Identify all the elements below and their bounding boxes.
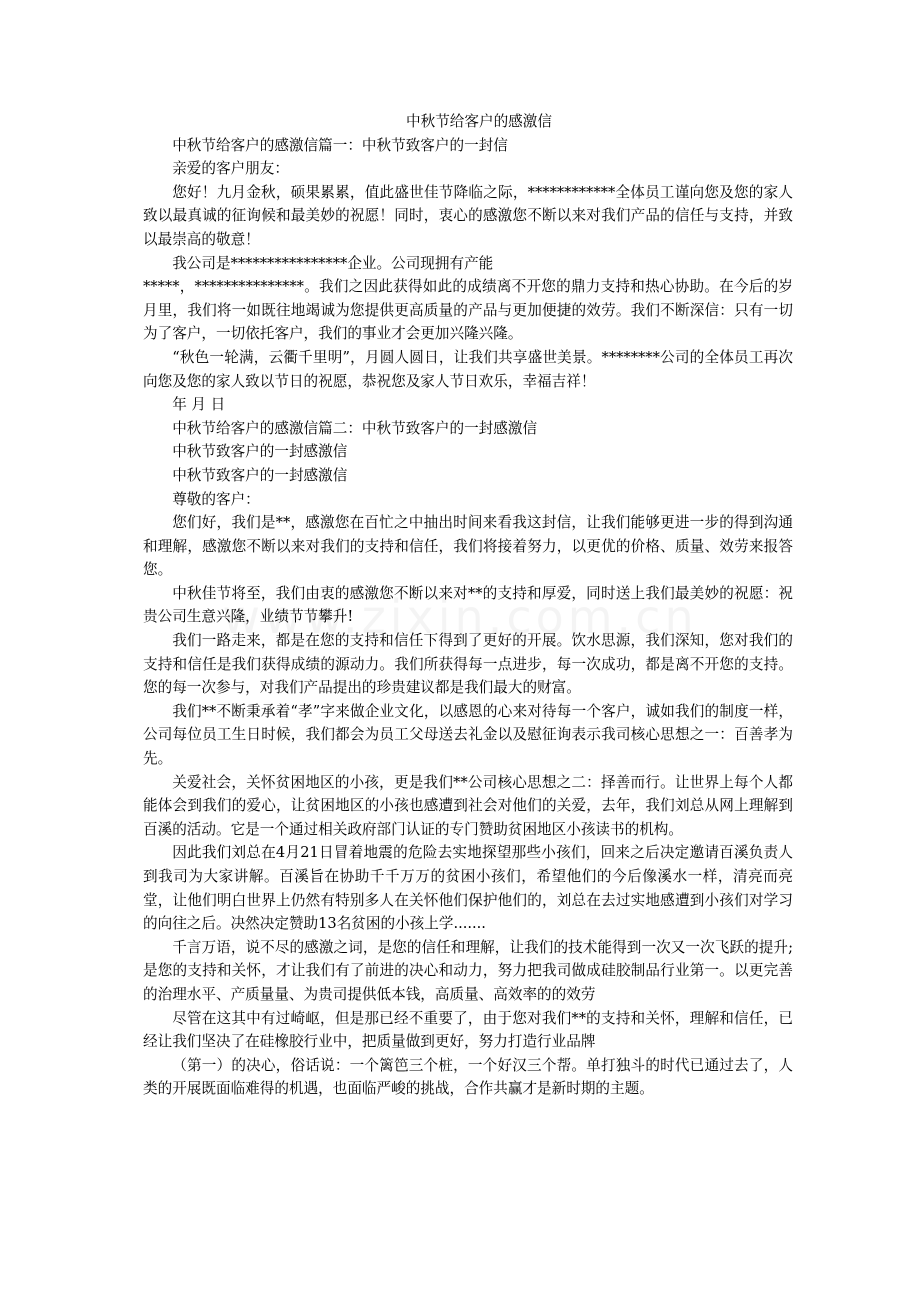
paragraph: 千言万语，说不尽的感激之词，是您的信任和理解，让我们的技术能得到一次又一次飞跃的提升; 是您的支持和关怀，才让我们有了前进的决心和动力，努力把我司做成硅胶制品行业第一。以更完善的治理水平、产质量量、为贵司提供低本钱，高质量、高效率的的效劳 <box>143 938 793 1003</box>
paragraph: 中秋节致客户的一封感激信 <box>172 466 348 484</box>
paragraph: 中秋节致客户的一封感激信 <box>172 443 348 461</box>
paragraph: “秋色一轮满，云衢千里明”，月圆人圆日，让我们共享盛世美景。********公司的全体员工再次向您及您的家人致以节日的祝愿，恭祝您及家人节日欢乐，幸福吉祥！ <box>143 348 793 390</box>
date-line: 年 月 日 <box>172 396 226 414</box>
document-body <box>143 110 793 1101</box>
document-title: 中秋节给客户的感激信 <box>406 113 552 130</box>
paragraph: *****，***************。我们之因此获得如此的成绩离不开您的鼎力支持和热心协助。在今后的岁月里，我们将一如既往地竭诚为您提供更高质量的产品与更加便捷的效劳。我们不断深信：只有一切为了客户，一切依托客户，我们的事业才会更加兴隆兴隆。 <box>143 278 793 343</box>
paragraph: 我公司是****************企业。公司现拥有产能 <box>172 254 494 272</box>
paragraph: （第一）的决心，俗话说：一个篱笆三个桩，一个好汉三个帮。单打独斗的时代已通过去了，人类的开展既面临难得的机遇，也面临严峻的挑战，合作共赢才是新时期的主题。 <box>143 1056 793 1098</box>
paragraph: 您好！九月金秋，硕果累累，值此盛世佳节降临之际，************全体员工谨向您及您的家人致以最真诚的征询候和最美妙的祝愿！同时，衷心的感激您不断以来对我们产品的信任与支持，并致以最崇高的敬意！ <box>143 183 793 248</box>
paragraph: 关爱社会，关怀贫困地区的小孩，更是我们**公司核心思想之二：择善而行。让世界上每个人都能体会到我们的爱心，让贫困地区的小孩也感遭到社会对他们的关爱，去年，我们刘总从网上理解到百溪的活动。它是一个通过相关政府部门认证的专门赞助贫困地区小孩读书的机构。 <box>143 773 793 838</box>
paragraph: 尊敬的客户： <box>172 490 260 508</box>
paragraph: 我们**不断秉承着“孝”字来做企业文化，以感恩的心来对待每一个客户，诚如我们的制度一样，公司每位员工生日时候，我们都会为员工父母送去礼金以及慰征询表示我司核心思想之一：百善孝为先。 <box>143 702 793 768</box>
paragraph: 我们一路走来，都是在您的支持和信任下得到了更好的开展。饮水思源，我们深知，您对我们的支持和信任是我们获得成绩的源动力。我们所获得每一点进步，每一次成功，都是离不开您的支持。您的每一次参与，对我们产品提出的珍贵建议都是我们最大的财富。 <box>143 632 793 697</box>
paragraph: 中秋节给客户的感激信篇一：中秋节致客户的一封信 <box>172 136 508 154</box>
paragraph: 中秋节给客户的感激信篇二：中秋节致客户的一封感激信 <box>172 419 538 437</box>
paragraph: 亲爱的客户朋友： <box>172 160 289 178</box>
paragraph: 因此我们刘总在4月21日冒着地震的危险去实地探望那些小孩们，回来之后决定邀请百溪负责人到我司为大家讲解。百溪旨在协助千千万万的贫困小孩们，希望他们的今后像溪水一样，清亮而亮堂，让他们明白世界上仍然有特别多人在关怀他们保护他们的，刘总在去过实地感遭到小孩们对学习的向往之后。决然决定赞助13名贫困的小孩上学....... <box>143 844 793 933</box>
paragraph: 您们好，我们是**，感激您在百忙之中抽出时间来看我这封信，让我们能够更进一步的得到沟通和理解，感激您不断以来对我们的支持和信任，我们将接着努力，以更优的价格、质量、效劳来报答您。 <box>143 514 793 579</box>
paragraph: 尽管在这其中有过崎岖，但是那已经不重要了，由于您对我们**的支持和关怀，理解和信任，已经让我们坚决了在硅橡胶行业中，把质量做到更好，努力打造行业品牌 <box>143 1009 793 1051</box>
paragraph: 中秋佳节将至，我们由衷的感激您不断以来对**的支持和厚爱，同时送上我们最美妙的祝愿：祝贵公司生意兴隆，业绩节节攀升! <box>143 584 793 626</box>
